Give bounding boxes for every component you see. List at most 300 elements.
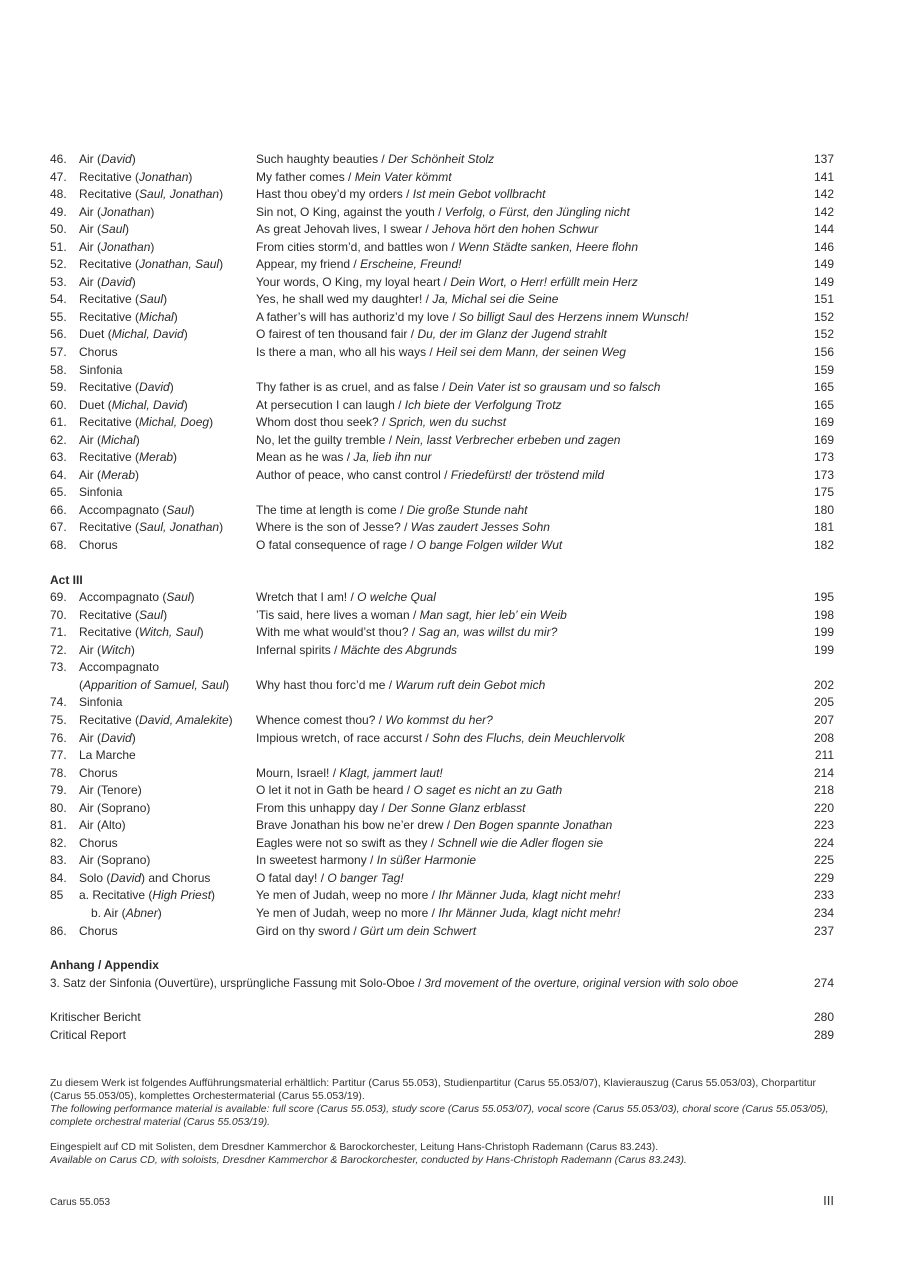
entry-type: Air (David) [79, 274, 136, 289]
toc-entry [50, 169, 834, 187]
entry-roles: Jonathan, Saul [139, 257, 220, 272]
entry-title: O fatal day! / O banger Tag! [256, 870, 404, 885]
toc-entry [50, 326, 834, 344]
entry-type: Air (Merab) [79, 467, 140, 482]
spacer [50, 992, 834, 1009]
title-en: Yes, he shall wed my daughter! [256, 292, 423, 307]
entry-title: Eagles were not so swift as they / Schnell wie die Adler flogen sie [256, 835, 604, 850]
toc-entry [50, 186, 834, 204]
entry-title: Ye men of Judah, weep no more / Ihr Männer Juda, klagt nicht mehr! [256, 888, 621, 903]
entry-type-label: Air [79, 274, 94, 289]
entry-type-label: Air [79, 730, 94, 745]
entry-type-label: Recitative [79, 292, 132, 307]
title-en: Author of peace, who canst control [256, 467, 441, 482]
entry-roles: Michal, David [111, 327, 184, 342]
entry-number: 77. [50, 748, 67, 763]
entry-type-label: Air [79, 642, 94, 657]
entry-type-label: Recitative [79, 169, 132, 184]
toc-entry [50, 221, 834, 239]
toc-entry [50, 852, 834, 870]
entry-roles: Witch [101, 642, 131, 657]
entry-type-label: Air (Alto) [79, 818, 126, 833]
page-number: 202 [813, 677, 834, 692]
entry-type: Accompagnato (Saul) [79, 590, 195, 605]
title-en: Brave Jonathan his bow ne’er drew [256, 818, 444, 833]
toc-entry [50, 765, 834, 783]
entry-number: 86. [50, 923, 67, 938]
entry-type: Recitative (Michal) [79, 309, 178, 324]
entry-type: Recitative (Michal, Doeg) [79, 415, 214, 430]
entry-type: Air (Jonathan) [79, 204, 155, 219]
entry-number: 62. [50, 432, 67, 447]
entry-number: 68. [50, 538, 67, 553]
toc-entry [50, 274, 834, 292]
page-number: 223 [813, 818, 834, 833]
entry-type [79, 817, 126, 835]
title-de: Wo kommst du her? [385, 712, 493, 727]
entry-number: 64. [50, 467, 67, 482]
entry-title: Appear, my friend / Erscheine, Freund! [256, 257, 462, 272]
title-en: Wretch that I am! [256, 590, 348, 605]
entry-type: Air (Witch) [79, 642, 135, 657]
entry-type-label: Recitative [79, 450, 132, 465]
page-number: 207 [813, 712, 834, 727]
entry-number: 76. [50, 730, 67, 745]
entry-type [79, 537, 118, 555]
title-de: Jehova hört den hohen Schwur [432, 222, 599, 237]
entry-type: Recitative (Merab) [79, 450, 178, 465]
title-de: Erscheine, Freund! [360, 257, 462, 272]
entry-type: Air (Jonathan) [79, 239, 155, 254]
entry-number: 73. [50, 660, 67, 675]
entry-title: Such haughty beauties / Der Schönheit Stolz [256, 152, 495, 166]
toc-entry [50, 624, 834, 642]
entry-type [79, 782, 142, 800]
entry-title: Is there a man, who all his ways / Heil sei dem Mann, der seinen Weg [256, 345, 626, 360]
title-en: Mean as he was [256, 450, 344, 465]
entry-title: Ye men of Judah, weep no more / Ihr Männer Juda, klagt nicht mehr! [256, 905, 621, 920]
page-number: 152 [813, 309, 834, 324]
toc-entry [50, 484, 834, 502]
entry-number: 58. [50, 362, 67, 377]
entry-roles: David [101, 152, 132, 166]
entry-title: Where is the son of Jesse? / Was zaudert Jesses Sohn [256, 520, 550, 535]
entry-title: Your words, O King, my loyal heart / Dein Wort, o Herr! erfüllt mein Herz [256, 274, 638, 289]
entry-number: 71. [50, 625, 67, 640]
material-note-de: Zu diesem Werk ist folgendes Aufführungsmaterial erhältlich: Partitur (Carus 55.053), Studienpartitur (Carus 55.053/07), Klavierauszug (Carus 55.053/03), Chorpartitur (Carus 55.053/05), komplettes Orchestermaterial (Carus 55.053/19). [50, 1078, 817, 1102]
entry-number: 55. [50, 309, 67, 324]
entry-type-label: Air (Soprano) [79, 800, 151, 815]
toc-entry [50, 309, 834, 327]
entry-roles: Abner [125, 905, 158, 920]
title-en: With me what would’st thou? [256, 625, 409, 640]
spacer [50, 1129, 836, 1141]
toc-entry [50, 151, 834, 169]
title-de: Die große Stunde naht [406, 502, 528, 517]
toc-entry [50, 362, 834, 380]
title-en: Appear, my friend [256, 257, 351, 272]
title-en: The time at length is come [256, 502, 397, 517]
title-de: Ja, Michal sei die Seine [432, 292, 559, 307]
entry-type: Recitative (Saul, Jonathan) [79, 520, 224, 535]
toc-entry-73-cont [50, 677, 834, 695]
entry-roles: Saul, Jonathan [139, 187, 220, 202]
catalog-number: Carus 55.053 [50, 1197, 111, 1208]
toc-entry [50, 344, 834, 362]
entry-type: Recitative (David, Amalekite) [79, 712, 233, 727]
toc-entry [50, 256, 834, 274]
toc-entry [50, 607, 834, 625]
entry-title: O fatal consequence of rage / O bange Folgen wilder Wut [256, 538, 563, 553]
entry-roles: Michal [101, 432, 136, 447]
entry-type: Air (Saul) [79, 222, 130, 237]
entry-number: 82. [50, 835, 67, 850]
title-de: O saget es nicht an zu Gath [413, 783, 563, 798]
page-number: 151 [813, 292, 834, 307]
title-en: No, let the guilty tremble [256, 432, 386, 447]
page-number: 280 [813, 1010, 834, 1025]
entry-roles: David, Amalekite [139, 712, 229, 727]
entry-type: Accompagnato (Saul) [79, 502, 195, 517]
title-de: Heil sei dem Mann, der seinen Weg [436, 345, 626, 360]
title-en: Ye men of Judah, weep no more [256, 888, 429, 903]
page-number: 224 [813, 835, 834, 850]
report-label: Critical Report [50, 1027, 127, 1042]
page-number: 142 [813, 204, 834, 219]
entry-roles: Saul [139, 292, 164, 307]
entry-roles: Saul [139, 607, 164, 622]
appendix-title: 3. Satz der Sinfonia (Ouvertüre), ursprüngliche Fassung mit Solo-Oboe / 3rd movement of the overture, original version with solo oboe [50, 976, 739, 990]
toc-entry-86 [50, 923, 834, 941]
entry-roles: Jonathan [101, 204, 151, 219]
entry-type-label: Duet [79, 327, 105, 342]
title-en: ’Tis said, here lives a woman [256, 607, 410, 622]
entry-title: O let it not in Gath be heard / O saget es nicht an zu Gath [256, 783, 563, 798]
entry-type-label: Air [79, 239, 94, 254]
entry-type: Recitative (Saul) [79, 607, 168, 622]
title-en: A father’s will has authoriz’d my love [256, 309, 449, 324]
entry-type [79, 835, 118, 853]
page-number: 195 [813, 590, 834, 605]
entry-roles-line: (Apparition of Samuel, Saul) [79, 677, 230, 692]
title-en: Infernal spirits [256, 642, 331, 657]
title-de: Den Bogen spannte Jonathan [453, 818, 613, 833]
toc-entry [50, 502, 834, 520]
entry-type-label: Recitative [79, 712, 132, 727]
entry-type [79, 800, 150, 818]
spacer [50, 555, 834, 572]
entry-roles: Saul [101, 222, 126, 237]
entry-type: Recitative (Witch, Saul) [79, 625, 204, 640]
entry-type [79, 484, 122, 502]
entry-title: Brave Jonathan his bow ne’er drew / Den Bogen spannte Jonathan [256, 818, 613, 833]
page-number: 205 [813, 695, 834, 710]
entry-number: 57. [50, 345, 67, 360]
entry-roles: David [101, 274, 132, 289]
type-prefix: Solo ( [79, 870, 111, 885]
toc-entry [50, 589, 834, 607]
page-number: 181 [813, 520, 834, 535]
title-de: O banger Tag! [327, 870, 404, 885]
entry-number: 46. [50, 152, 67, 166]
entry-type-label: Recitative [79, 187, 132, 202]
toc-entry [50, 519, 834, 537]
page-number: 199 [813, 642, 834, 657]
page-number: 211 [814, 748, 834, 763]
toc-entry [50, 379, 834, 397]
entry-type: Recitative (Saul) [79, 292, 168, 307]
toc-entry [50, 414, 834, 432]
title-de: Was zaudert Jesses Sohn [410, 520, 550, 535]
entry-roles: Saul [166, 590, 191, 605]
entry-number: 75. [50, 712, 67, 727]
entry-title: A father’s will has authoriz’d my love / So billigt Saul des Herzens innem Wunsch! [256, 309, 689, 324]
entry-type: a. Recitative (High Priest) [79, 888, 216, 903]
toc-entry [50, 712, 834, 730]
type-suffix: ) and Chorus [141, 870, 211, 885]
entry-type-label: Air (Soprano) [79, 853, 151, 868]
entry-number: 67. [50, 520, 67, 535]
entry-number: 74. [50, 695, 67, 710]
entry-roles: Michal [139, 309, 174, 324]
entry-number: 83. [50, 853, 67, 868]
page-number: 173 [813, 450, 834, 465]
entry-roles: Witch, Saul [139, 625, 200, 640]
appendix-entry [50, 975, 834, 993]
title-en: O fatal day! [256, 870, 318, 885]
page-number: 229 [813, 870, 834, 885]
toc-entry [50, 694, 834, 712]
page-number: 225 [813, 853, 834, 868]
entry-number: 69. [50, 590, 67, 605]
page-number: 173 [813, 467, 834, 482]
title-de: Ja, lieb ihn nur [353, 450, 432, 465]
title-en: Impious wretch, of race accurst [256, 730, 423, 745]
material-note-en: The following performance material is available: full score (Carus 55.053), study score (Carus 55.053/07), vocal score (Carus 55.053/03), choral score (Carus 55.053/05), complete orchestral material (Carus 55.053/19). [50, 1104, 829, 1128]
entry-number: 79. [50, 783, 67, 798]
entry-number: 51. [50, 239, 67, 254]
page-number: 142 [813, 187, 834, 202]
title-en: Whence comest thou? [256, 712, 376, 727]
title-en: My father comes [256, 169, 345, 184]
entry-number: 63. [50, 450, 67, 465]
toc-entry-85b [50, 905, 834, 923]
entry-title: Infernal spirits / Mächte des Abgrunds [256, 642, 458, 657]
toc-entry [50, 291, 834, 309]
title-en: Gird on thy sword [256, 923, 351, 938]
title-en: In sweetest harmony [256, 853, 367, 868]
entry-type-label: Chorus [79, 765, 118, 780]
entry-type [79, 344, 118, 362]
page-number: 146 [813, 239, 834, 254]
entry-title: Yes, he shall wed my daughter! / Ja, Michal sei die Seine [256, 292, 559, 307]
entry-type [79, 870, 210, 888]
entry-title: Gird on thy sword / Gürt um dein Schwert [256, 923, 477, 938]
entry-title: With me what would’st thou? / Sag an, was willst du mir? [256, 625, 558, 640]
entry-type: Recitative (Saul, Jonathan) [79, 187, 224, 202]
title-de: Nein, lasst Verbrecher erbeben und zagen [395, 432, 621, 447]
page-number: 289 [813, 1027, 834, 1042]
title-en: Why hast thou forc’d me [256, 677, 386, 692]
entry-number: 48. [50, 187, 67, 202]
entry-type [79, 765, 118, 783]
title-en: Where is the son of Jesse? [256, 520, 401, 535]
title-de: Warum ruft dein Gebot mich [395, 677, 546, 692]
entry-title: ’Tis said, here lives a woman / Man sagt, hier leb’ ein Weib [256, 607, 567, 622]
footnotes [50, 1077, 836, 1167]
report-entry-en [50, 1027, 834, 1045]
act3-heading: Act III [50, 572, 83, 587]
entry-type: Air (David) [79, 152, 136, 166]
toc-entry-85a [50, 887, 834, 905]
entry-type-label: Sinfonia [79, 695, 123, 710]
toc-entry-73 [50, 659, 834, 677]
entry-title: Mourn, Israel! / Klagt, jammert laut! [256, 765, 443, 780]
entry-number: 56. [50, 327, 67, 342]
page-number: 137 [813, 152, 834, 166]
page-number: 274 [813, 975, 834, 990]
entry-type-label: Recitative [79, 520, 132, 535]
page-number: 182 [813, 538, 834, 553]
entry-type [79, 852, 150, 870]
entry-type-label: Air (Tenore) [79, 783, 142, 798]
title-de: Friedefürst! der tröstend mild [450, 467, 605, 482]
entry-title: From cities storm’d, and battles won / Wenn Städte sanken, Heere flohn [256, 239, 638, 254]
entry-type: Duet (Michal, David) [79, 327, 188, 342]
entry-title: The time at length is come / Die große Stunde naht [256, 502, 528, 517]
page-number: 169 [813, 432, 834, 447]
page-number: 156 [813, 345, 834, 360]
page-number: 149 [813, 274, 834, 289]
entry-number: 53. [50, 274, 67, 289]
entry-roles: Merab [139, 450, 174, 465]
toc-entry [50, 817, 834, 835]
entry-roles: Michal, David [111, 397, 184, 412]
entry-type-label: Air [79, 432, 94, 447]
entry-type-label: Chorus [79, 345, 118, 360]
toc-entry [50, 449, 834, 467]
entry-roles: Merab [101, 467, 136, 482]
toc-entry [50, 747, 834, 765]
appendix-title-de: 3. Satz der Sinfonia (Ouvertüre), ursprüngliche Fassung mit Solo-Oboe [50, 976, 415, 990]
entry-roles: David [110, 870, 142, 885]
entry-type-label: Sinfonia [79, 362, 123, 377]
entry-roles: Jonathan [101, 239, 151, 254]
entry-title: O fairest of ten thousand fair / Du, der im Glanz der Jugend strahlt [256, 327, 607, 342]
title-en: Sin not, O King, against the youth [256, 204, 435, 219]
title-en: Eagles were not so swift as they [256, 835, 428, 850]
page-number: 165 [813, 397, 834, 412]
entry-type: Recitative (Jonathan) [79, 169, 193, 184]
page-number: 141 [813, 169, 834, 184]
page-number: 234 [813, 905, 834, 920]
report-label: Kritischer Bericht [50, 1010, 141, 1025]
entry-title: At persecution I can laugh / Ich biete der Verfolgung Trotz [256, 397, 562, 412]
title-de: So billigt Saul des Herzens innem Wunsch! [459, 309, 689, 324]
entry-number: 52. [50, 257, 67, 272]
page-number: 199 [813, 625, 834, 640]
entry-type-label: Recitative [79, 607, 132, 622]
page-number: 198 [813, 607, 834, 622]
entry-number: 80. [50, 800, 67, 815]
entry-title: Whence comest thou? / Wo kommst du her? [256, 712, 493, 727]
entry-number: 60. [50, 397, 67, 412]
entry-roles: Apparition of Samuel, Saul [83, 677, 226, 692]
title-en: From cities storm’d, and battles won [256, 239, 449, 254]
entry-type-label: Air [79, 152, 94, 166]
title-de: Sohn des Fluchs, dein Meuchlervolk [432, 730, 625, 745]
entry-type: Recitative (David) [79, 380, 174, 395]
entry-type-label: Duet [79, 397, 105, 412]
entry-title: From this unhappy day / Der Sonne Glanz erblasst [256, 800, 526, 815]
cd-note-de: Eingespielt auf CD mit Solisten, dem Dresdner Kammerchor & Barockorchester, Leitung Hans-Christoph Rademann (Carus 83.243). [50, 1142, 659, 1153]
page-number-roman: III [823, 1193, 834, 1208]
entry-type-label: Recitative [79, 257, 132, 272]
entry-type-label: Recitative [79, 625, 132, 640]
entry-title: Sin not, O King, against the youth / Verfolg, o Fürst, den Jüngling nicht [256, 204, 630, 219]
page-number: 237 [813, 923, 834, 938]
entry-type-label: Recitative [79, 380, 132, 395]
title-en: Ye men of Judah, weep no more [256, 905, 429, 920]
toc-entry [50, 432, 834, 450]
entry-type: Accompagnato [79, 660, 160, 675]
entry-type: Air (Michal) [79, 432, 140, 447]
title-de: Verfolg, o Fürst, den Jüngling nicht [444, 204, 630, 219]
entry-type: b. Air (Abner) [91, 905, 162, 920]
title-en: Mourn, Israel! [256, 765, 330, 780]
entry-number: 66. [50, 502, 67, 517]
entry-title: As great Jehovah lives, I swear / Jehova hört den hohen Schwur [256, 222, 599, 237]
entry-title: Author of peace, who canst control / Friedefürst! der tröstend mild [256, 467, 605, 482]
title-de: Man sagt, hier leb’ ein Weib [419, 607, 567, 622]
title-de: Ist mein Gebot vollbracht [412, 187, 546, 202]
entry-type-label: Air [79, 204, 94, 219]
entry-type-label: Chorus [79, 538, 118, 553]
toc-entry [50, 239, 834, 257]
report-entry-de [50, 1009, 834, 1027]
entry-title: Whom dost thou seek? / Sprich, wen du suchst [256, 415, 507, 430]
title-de: Sag an, was willst du mir? [418, 625, 558, 640]
type-prefix: b. Air ( [91, 905, 126, 920]
entry-title: Wretch that I am! / O welche Qual [256, 590, 436, 605]
title-de: Klagt, jammert laut! [339, 765, 443, 780]
type-prefix: a. Recitative ( [79, 888, 153, 903]
title-de: In süßer Harmonie [376, 853, 477, 868]
toc-entry-84 [50, 870, 834, 888]
title-de: Ihr Männer Juda, klagt nicht mehr! [438, 905, 621, 920]
title-de: Du, der im Glanz der Jugend strahlt [417, 327, 607, 342]
entry-number: 54. [50, 292, 67, 307]
page-number: 165 [813, 380, 834, 395]
entry-number: 49. [50, 204, 67, 219]
entry-type [79, 362, 122, 380]
title-en: Thy father is as cruel, and as false [256, 380, 439, 395]
title-en: As great Jehovah lives, I swear [256, 222, 423, 237]
page-number: 175 [813, 485, 834, 500]
page-number: 218 [813, 783, 834, 798]
page-number: 149 [813, 257, 834, 272]
toc-entry [50, 537, 834, 555]
entry-number: 65. [50, 485, 67, 500]
entry-type: Duet (Michal, David) [79, 397, 188, 412]
title-en: Such haughty beauties [256, 152, 379, 166]
title-en: From this unhappy day [256, 800, 379, 815]
page-number: 180 [813, 502, 834, 517]
entry-number: 81. [50, 818, 67, 833]
entry-title: My father comes / Mein Vater kömmt [256, 169, 452, 184]
page-number: 233 [813, 888, 834, 903]
title-de: Schnell wie die Adler flogen sie [437, 835, 604, 850]
